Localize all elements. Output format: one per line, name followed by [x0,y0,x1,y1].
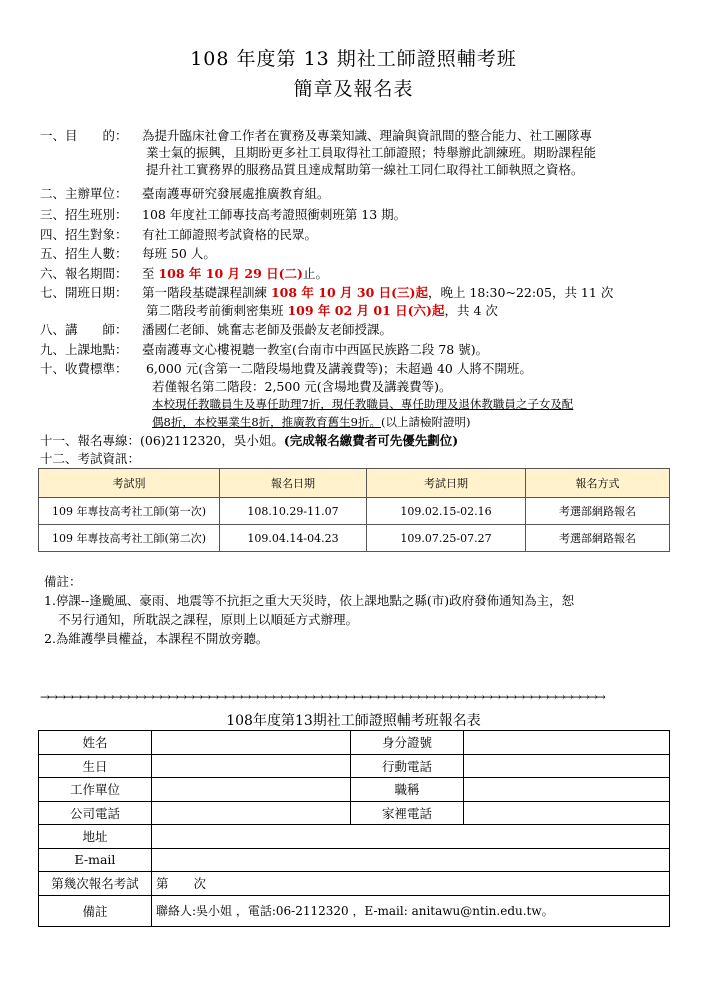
proof-note: (以上請檢附證明) [380,415,471,429]
discount-rates: 偶8折，本校畢業生8折，推廣教育舊生9折。 [152,415,381,429]
attempt-value: 第 次 [156,876,207,892]
section-label: 二、主辦單位： [40,186,128,201]
note-item: 1.停課--逢颱風、豪雨、地震等不抗拒之重大天災時，依上課地點之縣(市)政府發佈通知為主，恕 [44,593,575,608]
start-date-stage1: 108 年 10 月 30 日(三)起 [270,285,428,300]
form-row [39,778,670,802]
name-label: 姓名 [39,731,152,755]
form-row [39,895,670,926]
attempt-label: 第幾次報名考試 [39,872,152,896]
registration-form [38,730,670,927]
employer-label: 工作單位 [39,778,152,802]
table-cell: 109 年專技高考社工師(第一次) [39,498,220,525]
table-header-row [39,469,670,498]
section-text: 每班 50 人。 [142,246,216,261]
section-label: 十、收費標準： [40,361,128,376]
section-text: 有社工師證照考試資格的民眾。 [142,227,318,242]
name-field[interactable] [152,731,351,755]
remark-label: 備註 [39,895,152,926]
table-row [39,498,670,525]
section-text: 為提升臨床社會工作者在實務及專業知識、理論與資訊間的整合能力、社工團隊專 [142,128,593,143]
table-header: 報名方式 [526,469,670,498]
section-text: 108 年度社工師專技高考證照衝刺班第 13 期。 [142,207,407,222]
exam-table [38,468,670,552]
table-header: 考試別 [39,469,220,498]
section-purpose [40,127,592,144]
section-target [40,226,317,243]
home-phone-field[interactable] [464,801,670,825]
section-text-line: 業士氣的振興，且期盼更多社工員取得社工師證照；特舉辦此訓練班。期盼課程能 [146,145,597,160]
discount-text: 本校現任教職員生及專任助理7折，現任教職員、專任助理及退休教職員之子女及配 [152,397,574,411]
remark-field [152,895,670,926]
section-label: 四、招生對象： [40,227,128,242]
form-title: 108年度第13期社工師證照輔考班報名表 [226,713,481,729]
section-text: 第一階段基礎課程訓練 [142,285,271,300]
section-text: ，晚上 18:30~22:05，共 11 次 [427,285,614,300]
section-organizer [40,185,330,202]
section-text-line: 若僅報名第二階段：2,500 元(含場地費及講義費等)。 [152,379,452,394]
mobile-field[interactable] [464,754,670,778]
section-text: 第二階段考前衝刺密集班 [146,303,288,318]
section-text-line [146,302,498,319]
table-cell: 109 年專技高考社工師(第二次) [39,525,220,552]
section-text: 臺南護專研究發展處推廣教育組。 [142,186,330,201]
section-text-line: 提升社工實務界的服務品質且達成幫助第一線社工同仁取得社工師執照之資格。 [146,162,584,177]
table-cell: 109.02.15-02.16 [367,498,526,525]
table-header: 報名日期 [220,469,367,498]
section-label: 七、開班日期： [40,285,128,300]
id-number-field[interactable] [464,731,670,755]
section-registration-period [40,265,328,282]
page-subtitle: 簡章及報名表 [293,78,414,100]
birthday-label: 生日 [39,754,152,778]
form-row [39,848,670,872]
priority-note: (完成報名繳費者可先優先劃位) [283,433,459,448]
discount-text [152,414,470,431]
form-row [39,801,670,825]
deadline-date: 108 年 10 月 29 日(二) [158,266,303,281]
email-field[interactable] [152,848,670,872]
id-number-label: 身分證號 [351,731,464,755]
section-label: 八、講 師： [40,322,128,337]
attempt-field[interactable] [152,872,670,896]
job-title-label: 職稱 [351,778,464,802]
birthday-field[interactable] [152,754,351,778]
section-label: 十二、考試資訊： [40,451,141,466]
section-text: 至 [142,266,159,281]
form-row [39,872,670,896]
table-header: 考試日期 [367,469,526,498]
section-fees [40,360,532,377]
address-field[interactable] [152,825,670,849]
employer-field[interactable] [152,778,351,802]
section-quota [40,245,216,262]
table-cell: 108.10.29-11.07 [220,498,367,525]
email-label: E-mail [39,848,152,872]
office-phone-field[interactable] [152,801,351,825]
section-hotline [40,432,458,449]
form-row [39,825,670,849]
mobile-label: 行動電話 [351,754,464,778]
home-phone-label: 家裡電話 [351,801,464,825]
note-item: 不另行通知，所耽誤之課程，原則上以順延方式辦理。 [58,612,359,627]
start-date-stage2: 109 年 02 月 01 日(六)起 [287,303,445,318]
section-exam-info [40,450,140,467]
section-text: 潘國仁老師、姚奮志老師及張齡友老師授課。 [142,322,393,337]
section-text: 臺南護專文心樓視聽一教室(台南市中西區民族路二段 78 號)。 [142,342,489,357]
address-label: 地址 [39,825,152,849]
section-label: 三、招生班別： [40,207,128,222]
job-title-field[interactable] [464,778,670,802]
table-cell: 109.07.25-07.27 [367,525,526,552]
section-text: (06)2112320，吳小姐。 [140,433,284,448]
cut-line: →→→→→→→→→→→→→→→→→→→→→→→→→→→→→→→→→→→→→→→→→→→→→→→→→→→→→→→→→→→→→→→→→→→→→→ [40,690,604,704]
section-label: 一、目 的： [40,128,128,143]
table-row [39,525,670,552]
form-row [39,754,670,778]
contact-info: 聯絡人:吳小姐 ，電話:06-2112320 ，E-mail: anitawu@ntin.edu.tw。 [156,904,554,918]
section-start-date [40,284,613,301]
table-cell: 考選部網路報名 [526,525,670,552]
table-cell: 考選部網路報名 [526,498,670,525]
notes-title: 備註： [44,574,82,589]
section-label: 六、報名期間： [40,266,128,281]
page-title: 108 年度第 13 期社工師證照輔考班 [190,48,517,70]
section-label: 十一、報名專線： [40,433,141,448]
section-teachers [40,321,392,338]
section-location [40,341,488,358]
section-text: ，共 4 次 [444,303,498,318]
form-row [39,731,670,755]
section-label: 九、上課地點： [40,342,128,357]
note-item: 2.為維護學員權益，本課程不開放旁聽。 [44,631,269,646]
section-text: 止。 [302,266,328,281]
section-text: 6,000 元(含第一二階段場地費及講義費等)；未超過 40 人將不開班。 [142,361,532,376]
table-cell: 109.04.14-04.23 [220,525,367,552]
office-phone-label: 公司電話 [39,801,152,825]
section-label: 五、招生人數： [40,246,128,261]
section-class [40,206,406,223]
